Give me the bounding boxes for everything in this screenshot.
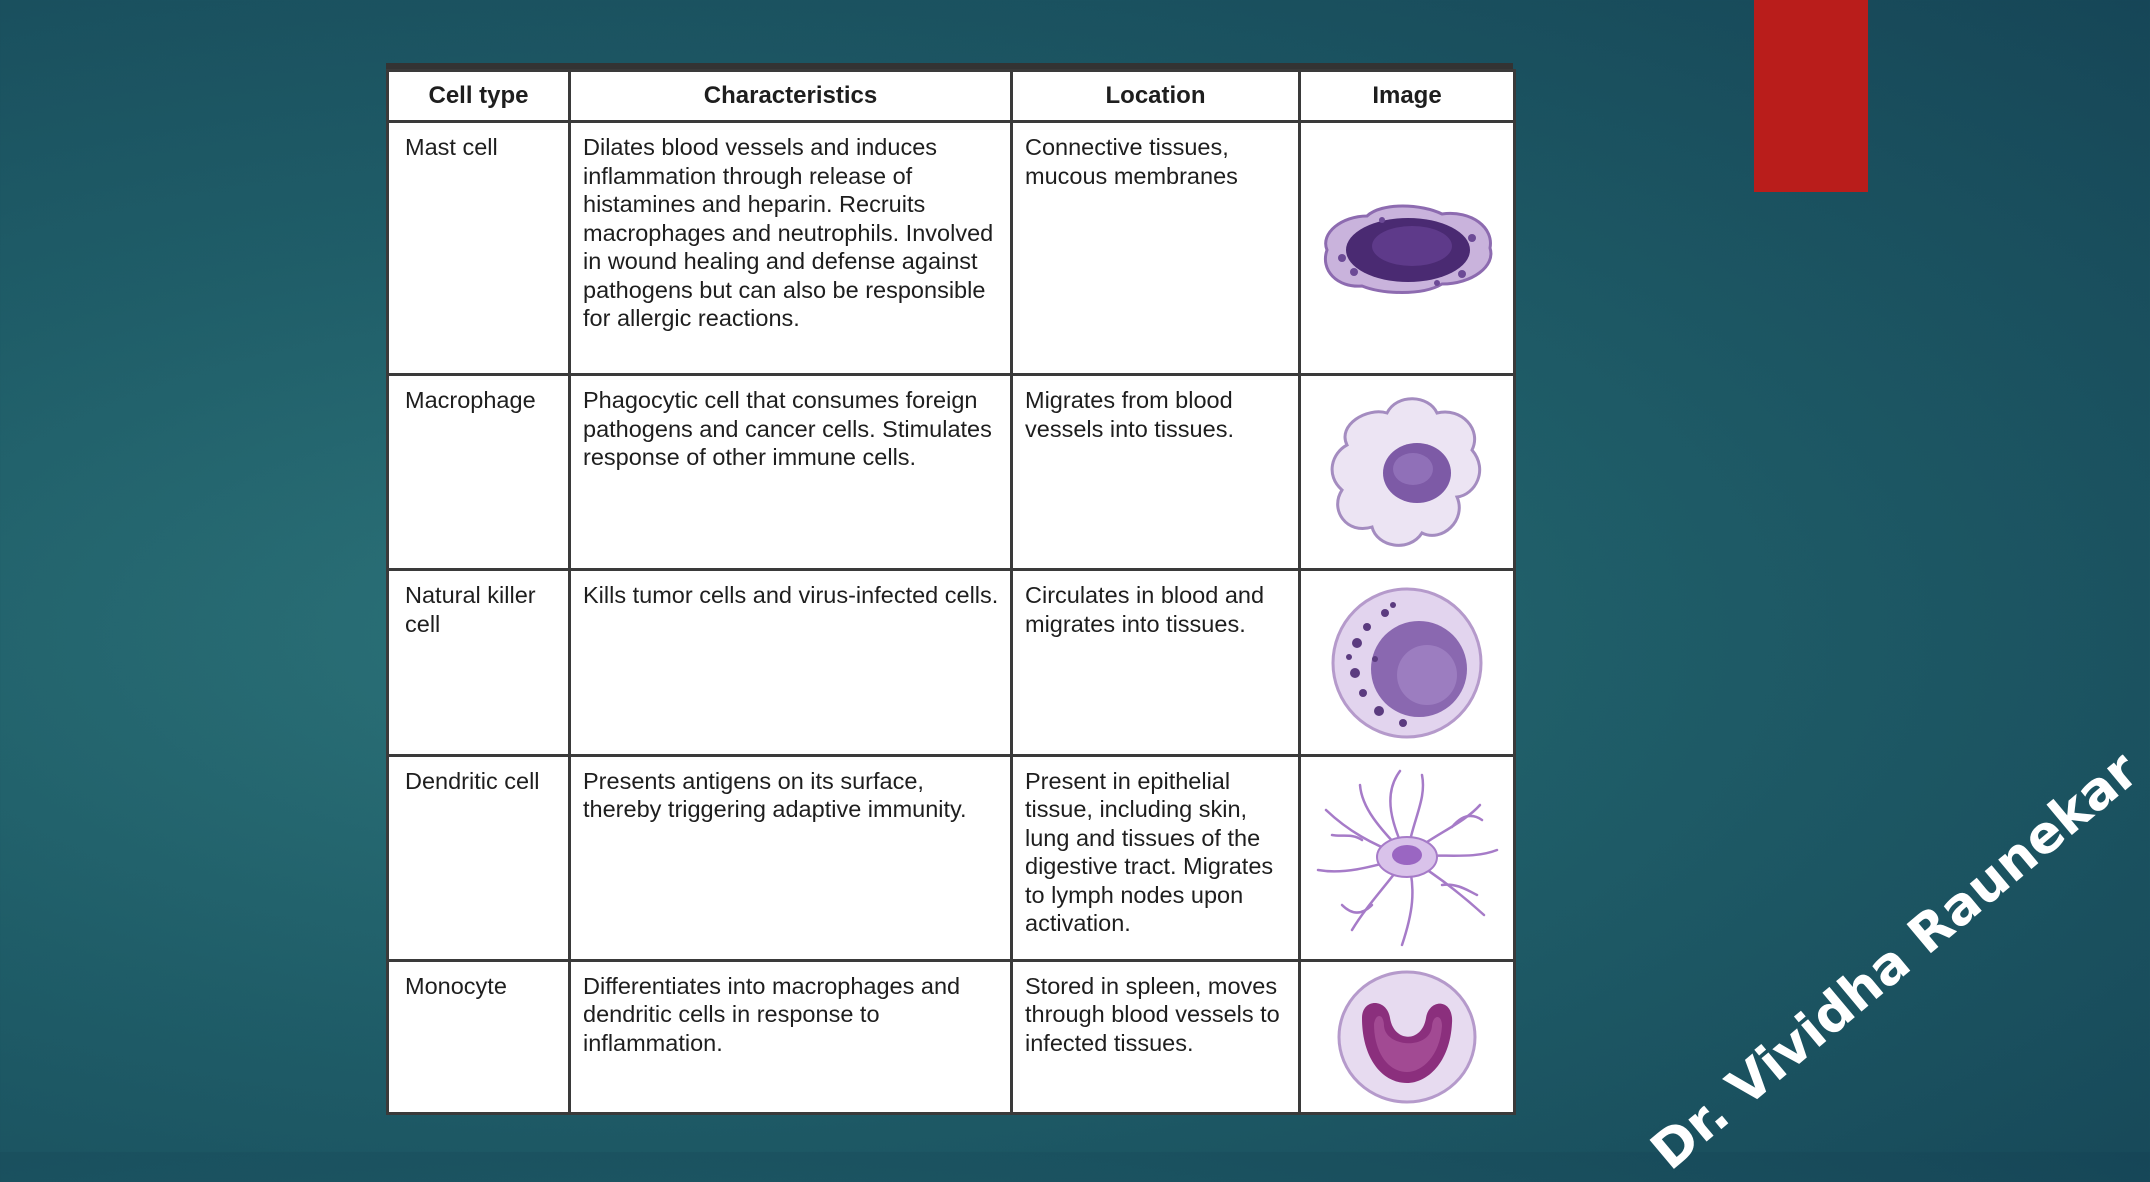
header-cell-type: Cell type: [388, 71, 570, 122]
table-row: [388, 375, 1515, 570]
image-cell: [1300, 122, 1515, 375]
cell-type: Natural killer cell: [388, 570, 570, 755]
location: Stored in spleen, moves through blood vessels to infected tissues.: [1012, 960, 1300, 1113]
table-row: [388, 570, 1515, 755]
location: Connective tissues, mucous membranes: [1012, 122, 1300, 375]
header-location: Location: [1012, 71, 1300, 122]
accent-bar: [1754, 0, 1868, 192]
watermark: Dr. Vividha Raunekar: [1640, 740, 2150, 1182]
table-header-row: [388, 71, 1515, 122]
natural-killer-cell-illustration: [1327, 583, 1487, 743]
monocyte-illustration: [1332, 968, 1482, 1106]
header-characteristics: Characteristics: [570, 71, 1012, 122]
header-image: Image: [1300, 71, 1515, 122]
location: Present in epithelial tissue, including skin, lung and tissues of the digestive tract. Migrates to lymph nodes upon activation.: [1012, 755, 1300, 960]
cell-types-table: [386, 63, 1513, 1115]
location: Circulates in blood and migrates into tissues.: [1012, 570, 1300, 755]
characteristics: Differentiates into macrophages and dendritic cells in response to inflammation.: [570, 960, 1012, 1113]
dendritic-cell-illustration: [1312, 765, 1502, 950]
image-cell: [1300, 375, 1515, 570]
image-cell: [1300, 960, 1515, 1113]
cell-type: Mast cell: [388, 122, 570, 375]
cell-type: Dendritic cell: [388, 755, 570, 960]
location: Migrates from blood vessels into tissues.: [1012, 375, 1300, 570]
cell-type: Monocyte: [388, 960, 570, 1113]
characteristics: Dilates blood vessels and induces inflammation through release of histamines and heparin. Recruits macrophages and neutrophils. Involved in wound healing and defense against pathogens but can also be responsible for allergic reactions.: [570, 122, 1012, 375]
mast-cell-illustration: [1312, 188, 1502, 308]
table: [386, 69, 1516, 1115]
table-row: [388, 960, 1515, 1113]
table-row: [388, 755, 1515, 960]
characteristics: Kills tumor cells and virus-infected cells.: [570, 570, 1012, 755]
table-row: [388, 122, 1515, 375]
image-cell: [1300, 570, 1515, 755]
image-cell: [1300, 755, 1515, 960]
cell-type: Macrophage: [388, 375, 570, 570]
characteristics: Phagocytic cell that consumes foreign pathogens and cancer cells. Stimulates response of other immune cells.: [570, 375, 1012, 570]
characteristics: Presents antigens on its surface, thereby triggering adaptive immunity.: [570, 755, 1012, 960]
macrophage-illustration: [1317, 385, 1497, 560]
